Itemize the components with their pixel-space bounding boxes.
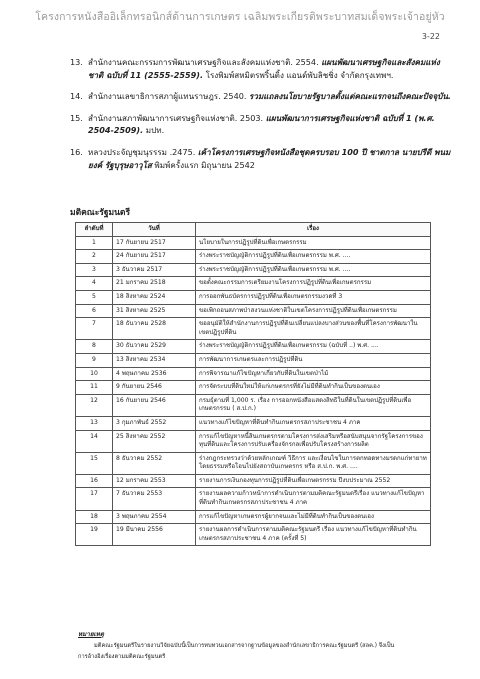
reference-number: 14. [70, 91, 83, 102]
table-row [76, 488, 431, 510]
reference-author-year: สำนักงานคณะกรรมการพัฒนาเศรษฐกิจและสังคมแห่งชาติ. 2554. [88, 57, 319, 67]
reference-publisher: โรงพิมพ์สหมิตรพริ้นติ้ง แอนด์พับลิชชิ่ง จำกัดกรุงเทพฯ. [203, 69, 394, 80]
table-row [76, 263, 431, 277]
table-row [76, 416, 431, 430]
row-subject: การแก้ไขปัญหาหนี้สินเกษตรกรตามโครงการส่งเสริมหรือสนับสนุนจากรัฐโครงการของทุนที่ดินและโครงการปรับเครื่องจักรกลเพื่อปรับโครงสร้างการผลิต [196, 430, 431, 452]
table-row [76, 524, 431, 546]
row-subject: ขอเพิกถอนสภาพป่าสงวนแห่งชาติในเขตโครงการปฏิรูปที่ดินเพื่อเกษตรกรรม [196, 304, 431, 318]
notes-title: หมายเหตุ [78, 631, 104, 638]
row-number: 14 [76, 430, 113, 452]
reference-item [70, 90, 452, 103]
reference-item [70, 56, 452, 81]
reference-title: รวมแถลงนโยบายรัฐบาลตั้งแต่คณะแรกจนถึงคณะปัจจุบัน. [249, 91, 451, 102]
table-row [76, 430, 431, 452]
row-subject: ร่างพระราชบัญญัติการปฏิรูปที่ดินเพื่อเกษตรกรรม พ.ศ. .... [196, 263, 431, 277]
row-number: 6 [76, 304, 113, 318]
row-number: 3 [76, 263, 113, 277]
row-number: 15 [76, 452, 113, 474]
row-date: 12 มกราคม 2553 [113, 474, 196, 488]
row-number: 4 [76, 277, 113, 291]
row-number: 8 [76, 340, 113, 354]
reference-text [88, 91, 451, 101]
row-subject: การออกพันธบัตรการปฏิรูปที่ดินเพื่อเกษตรกรรมงวดที่ 3 [196, 290, 431, 304]
row-date: 4 พฤษภาคม 2536 [113, 367, 196, 381]
table-row [76, 381, 431, 395]
row-number: 5 [76, 290, 113, 304]
row-subject: การจัดระบบที่ดินใหม่ให้แก่เกษตรกรที่ยังไม่มีที่ดินทำกินเป็นของตนเอง [196, 381, 431, 395]
row-number: 12 [76, 394, 113, 416]
row-date: 3 ธันวาคม 2517 [113, 263, 196, 277]
table-row [76, 304, 431, 318]
row-date: 30 ธันวาคม 2529 [113, 340, 196, 354]
reference-item [70, 112, 452, 137]
notes-line-2: การอ้างอิงเรื่องตามมติคณะรัฐมนตรี [78, 654, 166, 660]
table-row [76, 250, 431, 264]
row-date: 3 กุมภาพันธ์ 2552 [113, 416, 196, 430]
reference-title: เค้าโครงการเศรษฐกิจหนังสือชุดครบรอบ 100 ปี ชาตกาล นายปรีดี พนมยงค์ รัฐบุรุษอาวุโส [88, 146, 451, 170]
table-row [76, 367, 431, 381]
row-number: 9 [76, 353, 113, 367]
row-date: 17 กันยายน 2517 [113, 236, 196, 250]
row-date: 9 กันยายน 2546 [113, 381, 196, 395]
row-date: 3 พฤษภาคม 2554 [113, 510, 196, 524]
table-row [76, 452, 431, 474]
reference-number: 16. [70, 146, 83, 157]
reference-item [70, 146, 452, 171]
table-row [76, 474, 431, 488]
row-subject: ขออนุมัติให้สำนักงานการปฏิรูปที่ดินเปลี่ยนแปลงบางส่วนของพื้นที่โครงการพัฒนาในเขตปฏิรูปที่ดิน [196, 318, 431, 340]
reference-publisher: มปท. [143, 125, 165, 136]
cabinet-resolutions-table [75, 222, 431, 546]
column-header-subject: เรื่อง [196, 223, 431, 237]
reference-publisher: พิมพ์ครั้งแรก มิถุนายน 2542 [151, 159, 255, 170]
table-row [76, 277, 431, 291]
row-subject: รายงานผลความก้าวหน้าการดำเนินการตามมติคณะรัฐมนตรีเรื่อง แนวทางแก้ไขปัญหาที่ดินทำกินเกษตรกรสภาประชาชน 4 ภาค [196, 488, 431, 510]
row-subject: ร่างพระราชบัญญัติการปฏิรูปที่ดินเพื่อเกษตรกรรม พ.ศ. .... [196, 250, 431, 264]
row-number: 18 [76, 510, 113, 524]
table-row [76, 510, 431, 524]
table-row [76, 340, 431, 354]
row-date: 21 มกราคม 2518 [113, 277, 196, 291]
reference-author-year: สำนักงานสภาพัฒนาการเศรษฐกิจแห่งชาติ. 2503. [88, 112, 264, 123]
reference-text [88, 147, 450, 170]
row-number: 1 [76, 236, 113, 250]
row-number: 19 [76, 524, 113, 546]
row-subject: รายงานผลการดำเนินการตามมติคณะรัฐมนตรี เรื่อง แนวทางแก้ไขปัญหาที่ดินทำกินเกษตรกรสภาประชาชน 4 ภาค (ครั้งที่ 5) [196, 524, 431, 546]
page-number: 3-22 [421, 32, 440, 41]
table-row [76, 394, 431, 416]
reference-author-year: สำนักงานเลขาธิการสภาผู้แทนราษฎร. 2540. [88, 91, 247, 102]
reference-text [88, 57, 440, 80]
reference-number: 13. [70, 57, 83, 67]
row-number: 11 [76, 381, 113, 395]
row-subject: ขอตั้งคณะกรรมการเตรียมงานโครงการปฏิรูปที่ดินเพื่อเกษตรกรรม [196, 277, 431, 291]
table-row [76, 290, 431, 304]
row-date: 19 มีนาคม 2556 [113, 524, 196, 546]
row-date: 7 ธันวาคม 2553 [113, 488, 196, 510]
reference-number: 15. [70, 112, 83, 123]
row-date: 8 ธันวาคม 2552 [113, 452, 196, 474]
notes-body [78, 641, 430, 663]
row-subject: แนวทางแก้ไขปัญหาที่ดินทำกินเกษตรกรสภาประชาชน 4 ภาค [196, 416, 431, 430]
reference-author-year: หลวงประจัญชุมนุรรรม .2475. [88, 146, 196, 157]
row-subject: ร่างพระราชบัญญัติการปฏิรูปที่ดินเพื่อเกษตรกรรม (ฉบับที่ ..) พ.ศ. .... [196, 340, 431, 354]
reference-text [88, 113, 435, 136]
row-subject: รายงานการเงินกองทุนการปฏิรูปที่ดินเพื่อเกษตรกรรม ปีงบประมาณ 2552 [196, 474, 431, 488]
row-subject: การแก้ไขปัญหาเกษตรกรผู้ยากจนและไม่มีที่ดินทำกินเป็นของตนเอง [196, 510, 431, 524]
row-date: 18 สิงหาคม 2524 [113, 290, 196, 304]
row-number: 10 [76, 367, 113, 381]
row-number: 13 [76, 416, 113, 430]
row-subject: กรมธุ์ตามที่ 1,000 ร. เรื่อง การออกหนังสือแสดงสิทธิในที่ดินในเขตปฏิรูปที่ดินเพื่อเกษตรกรรม ( ส.ป.ก.) [196, 394, 431, 416]
row-date: 24 กันยายน 2517 [113, 250, 196, 264]
row-date: 18 ธันวาคม 2528 [113, 318, 196, 340]
table-row [76, 353, 431, 367]
row-number: 17 [76, 488, 113, 510]
row-number: 7 [76, 318, 113, 340]
reference-list [70, 56, 452, 180]
row-date: 31 สิงหาคม 2525 [113, 304, 196, 318]
notes-line-1: มติคณะรัฐมนตรีในรายงานวิจัยฉบับนี้เป็นการทบทวนเอกสารจากฐานข้อมูลของสำนักเลขาธิการคณะรัฐมนตรี (สลค.) จึงเป็น [94, 643, 395, 649]
row-subject: นโยบายในการปฏิรูปที่ดินเพื่อเกษตรกรรม [196, 236, 431, 250]
column-header-date: วันที่ [113, 223, 196, 237]
row-number: 2 [76, 250, 113, 264]
table-row [76, 236, 431, 250]
row-date: 13 สิงหาคม 2534 [113, 353, 196, 367]
reference-title: แผนพัฒนาการเศรษฐกิจแห่งชาติ ฉบับที่ 1 (พ.ศ. 2504-2509). [88, 112, 435, 136]
table-row [76, 318, 431, 340]
row-number: 16 [76, 474, 113, 488]
row-date: 25 สิงหาคม 2552 [113, 430, 196, 452]
section-title: มติคณะรัฐมนตรี [70, 208, 131, 218]
row-subject: การพัฒนาการเกษตรและการปฏิรูปที่ดิน [196, 353, 431, 367]
reference-title: แผนพัฒนาเศรษฐกิจและสังคมแห่งชาติ ฉบับที่ 11 (2555-2559). [88, 57, 440, 80]
row-date: 16 กันยายน 2546 [113, 394, 196, 416]
column-header-number: ลำดับที่ [76, 223, 113, 237]
row-subject: ร่างกฎกระทรวงว่าด้วยหลักเกณฑ์ วิธีการ และเงื่อนไขในการตกทอดทางมรดกแก่ทายาทโดยธรรมหรือโอนไปยังสถาบันเกษตรกร หรือ ส.ป.ก. พ.ศ. .... [196, 452, 431, 474]
row-subject: การพิจารณาแก้ไขปัญหาเกี่ยวกับที่ดินในเขตป่าไม้ [196, 367, 431, 381]
document-header: โครงการหนังสืออิเล็กทรอนิกส์ด้านการเกษตร เฉลิมพระเกียรติพระบาทสมเด็จพระเจ้าอยู่หัว [35, 11, 445, 23]
table-header-row [76, 223, 431, 237]
